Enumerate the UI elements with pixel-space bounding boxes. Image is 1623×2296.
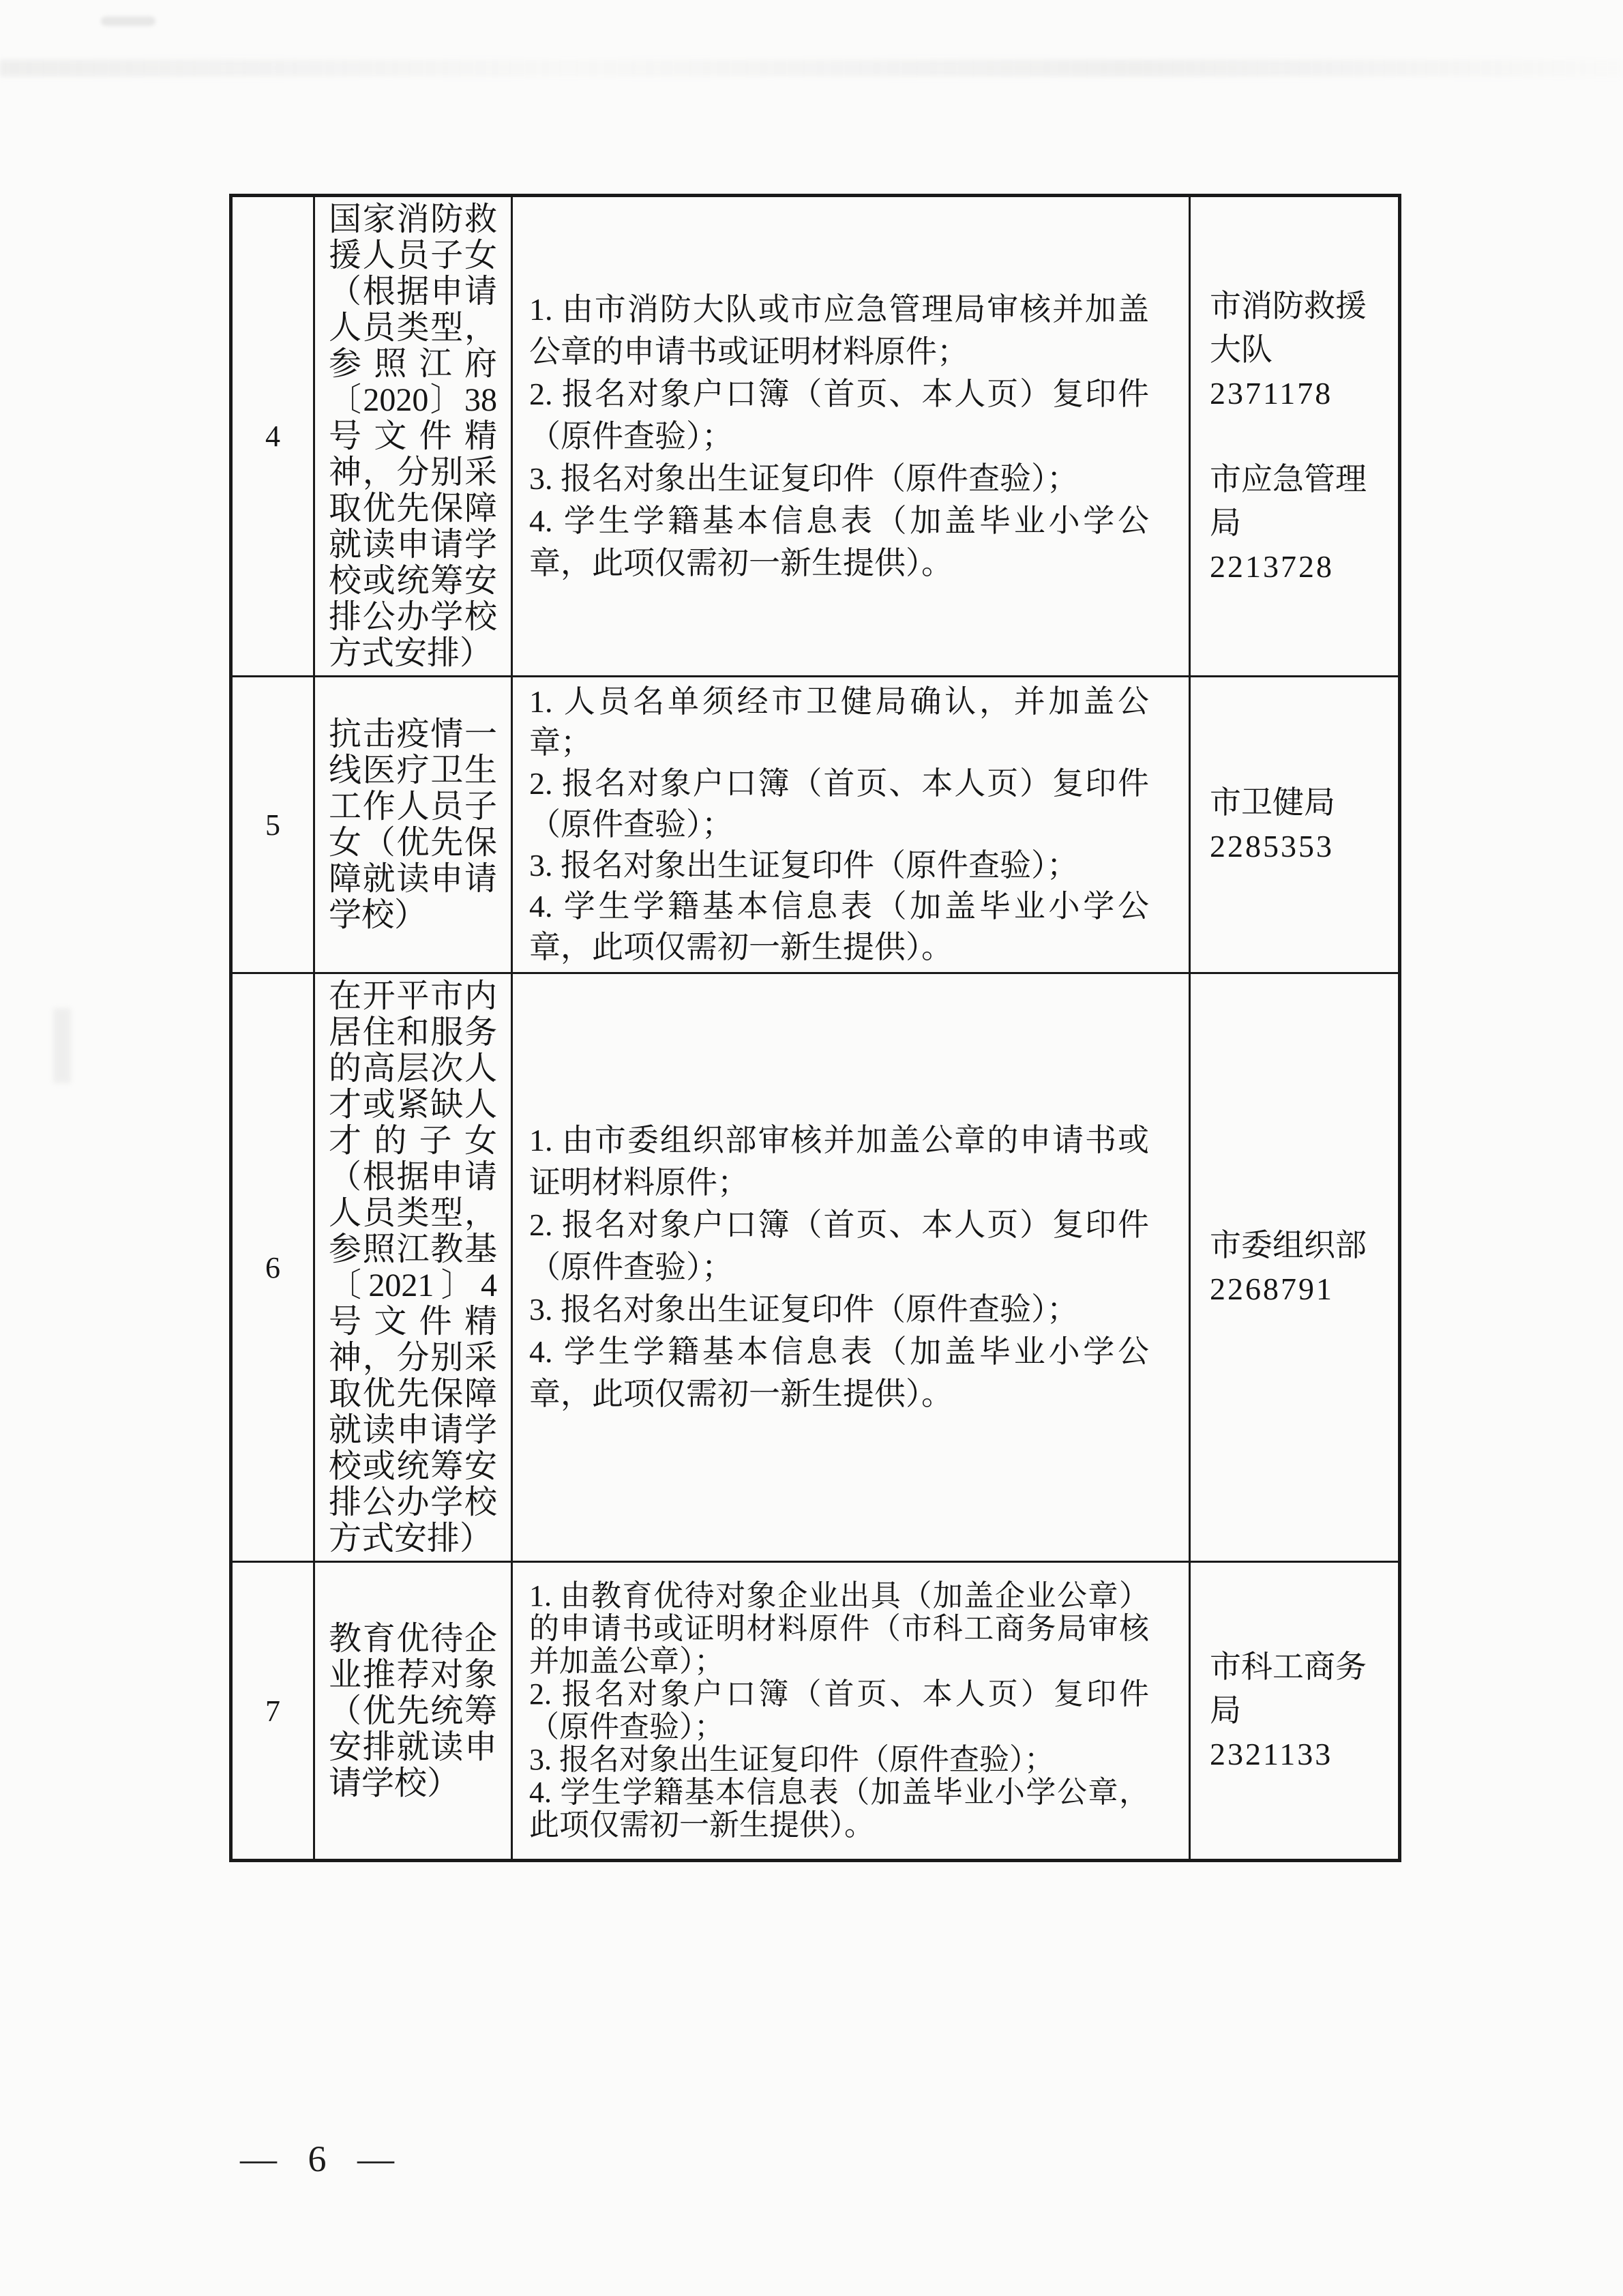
material-item: 3. 报名对象出生证复印件（原件查验）；	[529, 848, 1078, 883]
contacts-cell	[1190, 196, 1400, 677]
materials-cell	[512, 196, 1190, 677]
contact-phone: 2268791	[1210, 1271, 1334, 1306]
scan-artifact	[101, 16, 155, 26]
material-item: 1. 由市委组织部审核并加盖公章的申请书或证明材料原件；	[529, 1123, 1149, 1200]
material-item: 2. 报名对象户口簿（首页、本人页）复印件（原件查验）；	[529, 376, 1149, 454]
contact-block	[1210, 781, 1388, 868]
contacts-list	[1210, 1645, 1388, 1776]
material-item: 1. 由教育优待对象企业出具（加盖企业公章）的申请书或证明材料原件（市科工商务局审核并加盖公章）；	[529, 1579, 1149, 1678]
row-number: 7	[265, 1694, 280, 1728]
contact-phone: 2371178	[1210, 375, 1333, 411]
contact-dept: 市委组织部	[1210, 1228, 1367, 1263]
table-row	[231, 1562, 1400, 1861]
table-row	[231, 973, 1400, 1562]
materials-cell	[512, 973, 1190, 1562]
table-body	[231, 196, 1400, 1861]
category-text: 在开平市内居住和服务的高层次人才或紧缺人才的子女（根据申请人员类型，参照江教基〔2021〕4号文件精神，分别采取优先保障就读申请学校或统筹安排公办学校方式安排）	[329, 978, 497, 1557]
materials-list	[529, 1580, 1149, 1842]
category-cell	[314, 1562, 512, 1861]
contact-block	[1210, 1224, 1388, 1311]
material-item: 3. 报名对象出生证复印件（原件查验）；	[529, 1292, 1078, 1327]
category-cell	[314, 677, 512, 973]
material-item: 1. 由市消防大队或市应急管理局审核并加盖公章的申请书或证明材料原件；	[529, 291, 1149, 369]
materials-cell	[512, 677, 1190, 973]
material-item: 3. 报名对象出生证复印件（原件查验）；	[529, 460, 1078, 496]
page-number: — 6 —	[240, 2138, 396, 2179]
scan-artifact	[53, 1008, 71, 1083]
category-text: 国家消防救援人员子女（根据申请人员类型，参照江府〔2020〕38号文件精神，分别采取优先保障就读申请学校或统筹安排公办学校方式安排）	[329, 201, 497, 671]
table-row	[231, 677, 1400, 973]
row-number-cell	[231, 1562, 314, 1861]
material-item: 1. 人员名单须经市卫健局确认，并加盖公章；	[529, 684, 1149, 760]
contact-phone: 2213728	[1210, 548, 1334, 584]
contact-block	[1210, 284, 1388, 415]
row-number-cell	[231, 196, 314, 677]
category-text: 抗击疫情一线医疗卫生工作人员子女（优先保障就读申请学校）	[329, 716, 497, 933]
contact-block	[1210, 458, 1388, 589]
row-number-cell	[231, 677, 314, 973]
materials-list	[529, 681, 1149, 968]
row-number: 5	[265, 808, 280, 842]
material-item: 4. 学生学籍基本信息表（加盖毕业小学公章，此项仅需初一新生提供）。	[529, 889, 1149, 965]
row-number: 4	[265, 420, 280, 453]
contact-dept: 市消防救援大队	[1210, 288, 1367, 367]
category-text: 教育优待企业推荐对象（优先统筹安排就读申请学校）	[329, 1620, 497, 1801]
contact-dept: 市卫健局	[1210, 785, 1335, 820]
category-cell	[314, 196, 512, 677]
material-item: 2. 报名对象户口簿（首页、本人页）复印件（原件查验）；	[529, 1677, 1149, 1743]
materials-list	[529, 289, 1149, 585]
material-item: 3. 报名对象出生证复印件（原件查验）；	[529, 1743, 1054, 1776]
contact-block	[1210, 1645, 1388, 1776]
contacts-cell	[1190, 973, 1400, 1562]
contacts-cell	[1190, 677, 1400, 973]
material-item: 2. 报名对象户口簿（首页、本人页）复印件（原件查验）；	[529, 1207, 1149, 1284]
row-number-cell	[231, 973, 314, 1562]
contact-dept: 市应急管理局	[1210, 461, 1367, 540]
materials-list	[529, 1119, 1149, 1415]
material-item: 4. 学生学籍基本信息表（加盖毕业小学公章，此项仅需初一新生提供）。	[529, 1334, 1149, 1411]
enrollment-materials-table	[229, 194, 1401, 1862]
contact-phone: 2285353	[1210, 829, 1334, 864]
contact-phone: 2321133	[1210, 1737, 1333, 1771]
category-cell	[314, 973, 512, 1562]
contact-dept: 市科工商务局	[1210, 1649, 1367, 1728]
scan-artifact	[0, 60, 1623, 76]
material-item: 2. 报名对象户口簿（首页、本人页）复印件（原件查验）；	[529, 766, 1149, 842]
contacts-cell	[1190, 1562, 1400, 1861]
materials-cell	[512, 1562, 1190, 1861]
material-item: 4. 学生学籍基本信息表（加盖毕业小学公章，此项仅需初一新生提供）。	[529, 1776, 1149, 1842]
contacts-list	[1210, 781, 1388, 868]
row-number: 6	[265, 1250, 280, 1284]
table-row	[231, 196, 1400, 677]
material-item: 4. 学生学籍基本信息表（加盖毕业小学公章，此项仅需初一新生提供）。	[529, 503, 1149, 580]
contacts-list	[1210, 284, 1388, 589]
contacts-list	[1210, 1224, 1388, 1311]
